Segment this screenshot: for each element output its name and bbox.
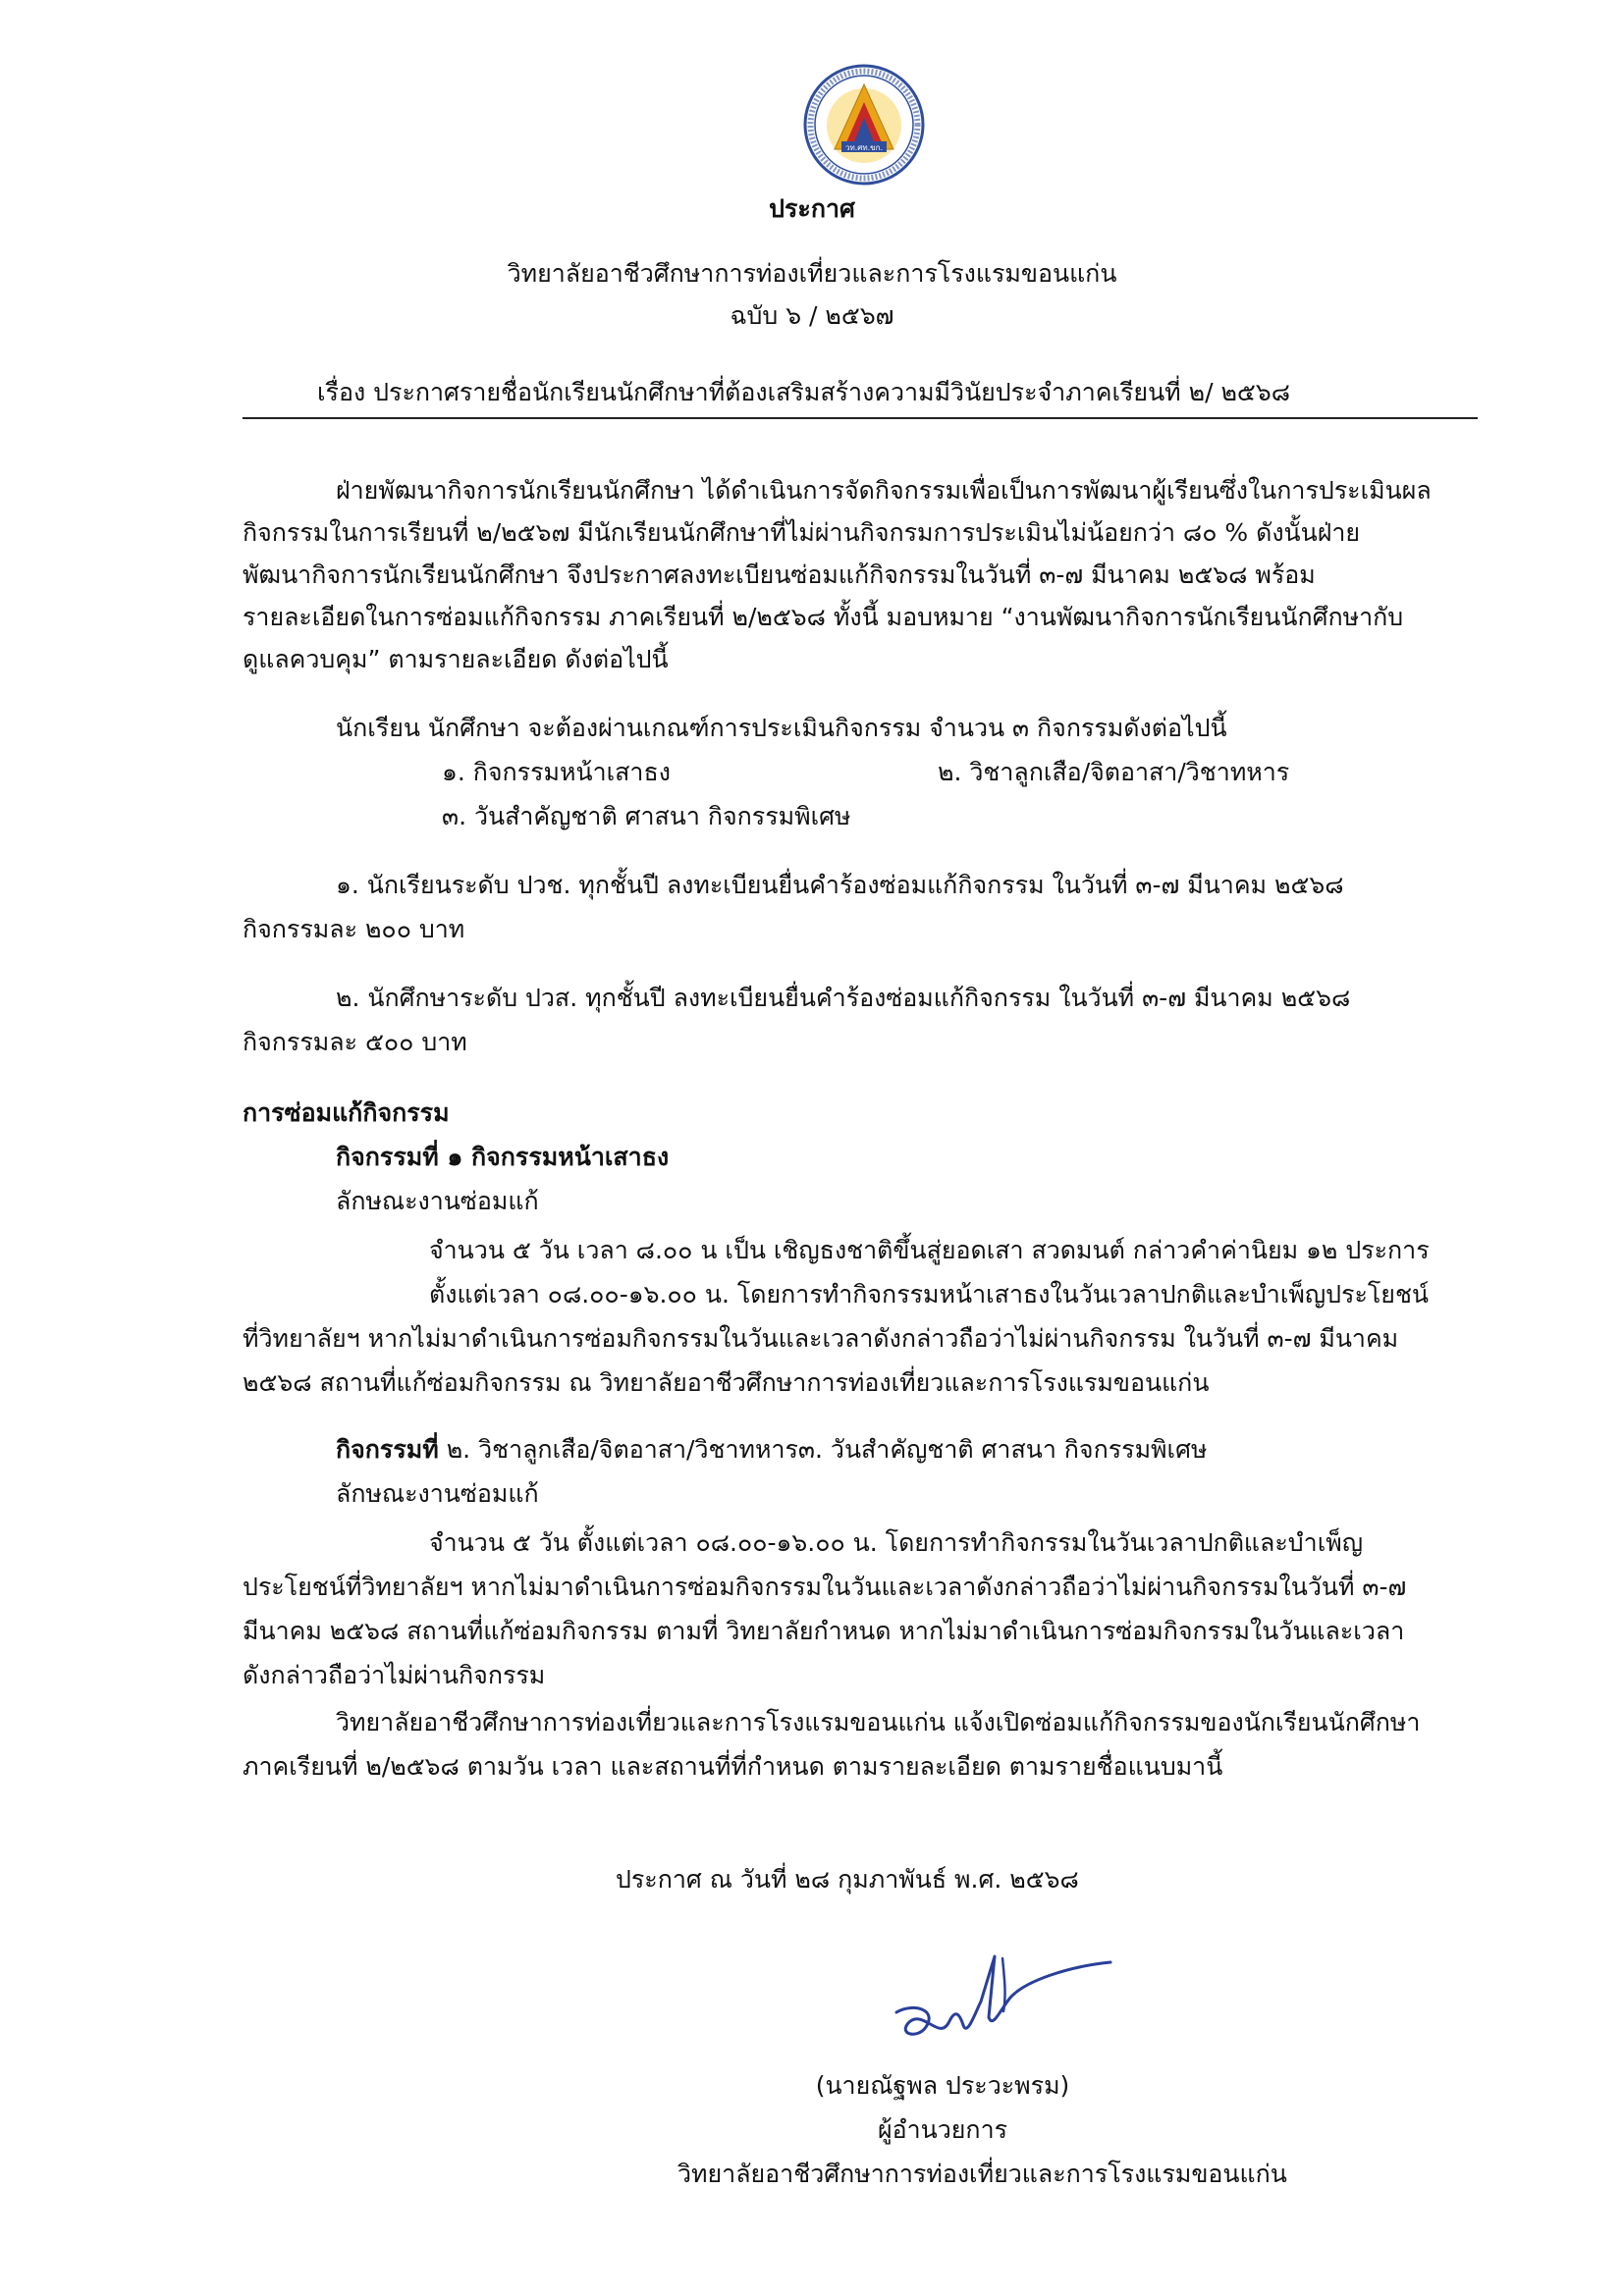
activity-2-nature-label: ลักษณะงานซ่อมแก้	[336, 1479, 539, 1508]
paragraph-1-line: รายละเอียดในการซ่อมแก้กิจกรรม ภาคเรียนที่ ๒/๒๕๖๘ ทั้งนี้ มอบหมาย “งานพัฒนากิจการนักเรียนนักศึกษากับ	[243, 603, 1404, 631]
rule-1-line-2: กิจกรรมละ ๒๐๐ บาท	[243, 915, 465, 943]
announcement-date: ประกาศ ณ วันที่ ๒๘ กุมภาพันธ์ พ.ศ. ๒๕๖๘	[616, 1865, 1079, 1894]
activity-item-2: ๒. วิชาลูกเสือ/จิตอาสา/วิชาทหาร	[938, 758, 1290, 786]
logo-text: วท.ศท.ขก.	[844, 143, 884, 152]
header-divider	[243, 417, 1478, 419]
signer-title: ผู้อำนวยการ	[877, 2115, 1008, 2144]
activity-item-3: ๓. วันสำคัญชาติ ศาสนา กิจกรรมพิเศษ	[442, 802, 851, 830]
activity-1-line: ๒๕๖๘ สถานที่แก้ซ่อมกิจกรรม ณ วิทยาลัยอาชีวศึกษาการท่องเที่ยวและการโรงแรมขอนแก่น	[243, 1368, 1210, 1397]
activity-1-line: ที่วิทยาลัยฯ หากไม่มาดำเนินการซ่อมกิจกรรมในวันและเวลาดังกล่าวถือว่าไม่ผ่านกิจกรรม ในวันที่ ๓-๗ มีนาคม	[243, 1324, 1399, 1353]
closing-line: ภาคเรียนที่ ๒/๒๕๖๘ ตามวัน เวลา และสถานที่ที่กำหนด ตามรายละเอียด ตามรายชื่อแนบมานี้	[243, 1752, 1223, 1781]
signer-organization: วิทยาลัยอาชีวศึกษาการท่องเที่ยวและการโรงแรมขอนแก่น	[677, 2160, 1287, 2188]
activity-1-line: ตั้งแต่เวลา ๐๘.๐๐-๑๖.๐๐ น. โดยการทำกิจกรรมหน้าเสาธงในวันเวลาปกติและบำเพ็ญประโยชน์	[429, 1280, 1430, 1308]
activity-2-title-label: กิจกรรมที่	[336, 1435, 439, 1464]
announcement-heading: ประกาศ	[769, 194, 855, 223]
college-logo	[802, 63, 926, 187]
paragraph-1-line: กิจกรรมในการเรียนที่ ๒/๒๕๖๗ มีนักเรียนนักศึกษาที่ไม่ผ่านกิจกรมการประเมินไม่น้อยกว่า ๘๐ % ดังนั้นฝ่าย	[243, 518, 1361, 547]
subject-line: เรื่อง ประกาศรายชื่อนักเรียนนักศึกษาที่ต้องเสริมสร้างความมีวินัยประจำภาคเรียนที่ ๒/ ๒๕๖๘	[317, 378, 1291, 406]
director-signature	[879, 1949, 1124, 2056]
paragraph-1-line: ดูแลควบคุม” ตามรายละเอียด ดังต่อไปนี้	[243, 645, 669, 673]
issue-number: ฉบับ ๖ / ๒๕๖๗	[730, 301, 894, 330]
rule-2-line-1: ๒. นักศึกษาระดับ ปวส. ทุกชั้นปี ลงทะเบียนยื่นคำร้องซ่อมแก้กิจกรรม ในวันที่ ๓-๗ มีนาคม ๒๕๖๘	[336, 984, 1351, 1012]
requirement-intro: นักเรียน นักศึกษา จะต้องผ่านเกณฑ์การประเมินกิจกรรม จำนวน ๓ กิจกรรมดังต่อไปนี้	[336, 714, 1227, 742]
signer-name: (นายณัฐพล ประวะพรม)	[815, 2071, 1070, 2100]
activity-1-line: จำนวน ๕ วัน เวลา ๘.๐๐ น เป็น เชิญธงชาติขึ้นสู่ยอดเสา สวดมนต์ กล่าวคำค่านิยม ๑๒ ประการ	[429, 1236, 1430, 1264]
activity-2-line: มีนาคม ๒๕๖๘ สถานที่แก้ซ่อมกิจกรรม ตามที่ วิทยาลัยกำหนด หากไม่มาดำเนินการซ่อมกิจกรรมในวันและเวลา	[243, 1617, 1405, 1645]
activity-1-title: กิจกรรมที่ ๑ กิจกรรมหน้าเสาธง	[336, 1143, 670, 1171]
rule-1-line-1: ๑. นักเรียนระดับ ปวช. ทุกชั้นปี ลงทะเบียนยื่นคำร้องซ่อมแก้กิจกรรม ในวันที่ ๓-๗ มีนาคม ๒๕๖๘	[336, 871, 1344, 899]
paragraph-1-line: พัฒนากิจการนักเรียนนักศึกษา จึงประกาศลงทะเบียนซ่อมแก้กิจกรรมในวันที่ ๓-๗ มีนาคม ๒๕๖๘ พร้อม	[243, 561, 1316, 589]
activity-2-line: ดังกล่าวถือว่าไม่ผ่านกิจกรรม	[243, 1661, 546, 1689]
closing-line: วิทยาลัยอาชีวศึกษาการท่องเที่ยวและการโรงแรมขอนแก่น แจ้งเปิดซ่อมแก้กิจกรรมของนักเรียนนักศึกษา	[336, 1708, 1421, 1736]
rule-2-line-2: กิจกรรมละ ๕๐๐ บาท	[243, 1028, 467, 1056]
activity-2-line: ประโยชน์ที่วิทยาลัยฯ หากไม่มาดำเนินการซ่อมกิจกรรมในวันและเวลาดังกล่าวถือว่าไม่ผ่านกิจกรรมในวันที่ ๓-๗	[243, 1573, 1407, 1601]
activity-2-line: จำนวน ๕ วัน ตั้งแต่เวลา ๐๘.๐๐-๑๖.๐๐ น. โดยการทำกิจกรรมในวันเวลาปกติและบำเพ็ญ	[429, 1528, 1364, 1557]
college-name: วิทยาลัยอาชีวศึกษาการท่องเที่ยวและการโรงแรมขอนแก่น	[507, 259, 1117, 288]
activity-2-title-text: ๒. วิชาลูกเสือ/จิตอาสา/วิชาทหาร๓. วันสำคัญชาติ ศาสนา กิจกรรมพิเศษ	[438, 1435, 1208, 1464]
repair-section-title: การซ่อมแก้กิจกรรม	[243, 1098, 450, 1127]
paragraph-1-line: ฝ่ายพัฒนากิจการนักเรียนนักศึกษา ได้ดำเนินการจัดกิจกรรมเพื่อเป็นการพัฒนาผู้เรียนซึ่งในการประเมินผล	[336, 476, 1432, 505]
activity-2-title	[336, 1433, 1207, 1467]
activity-1-nature-label: ลักษณะงานซ่อมแก้	[336, 1187, 539, 1215]
activity-item-1: ๑. กิจกรรมหน้าเสาธง	[442, 758, 671, 786]
